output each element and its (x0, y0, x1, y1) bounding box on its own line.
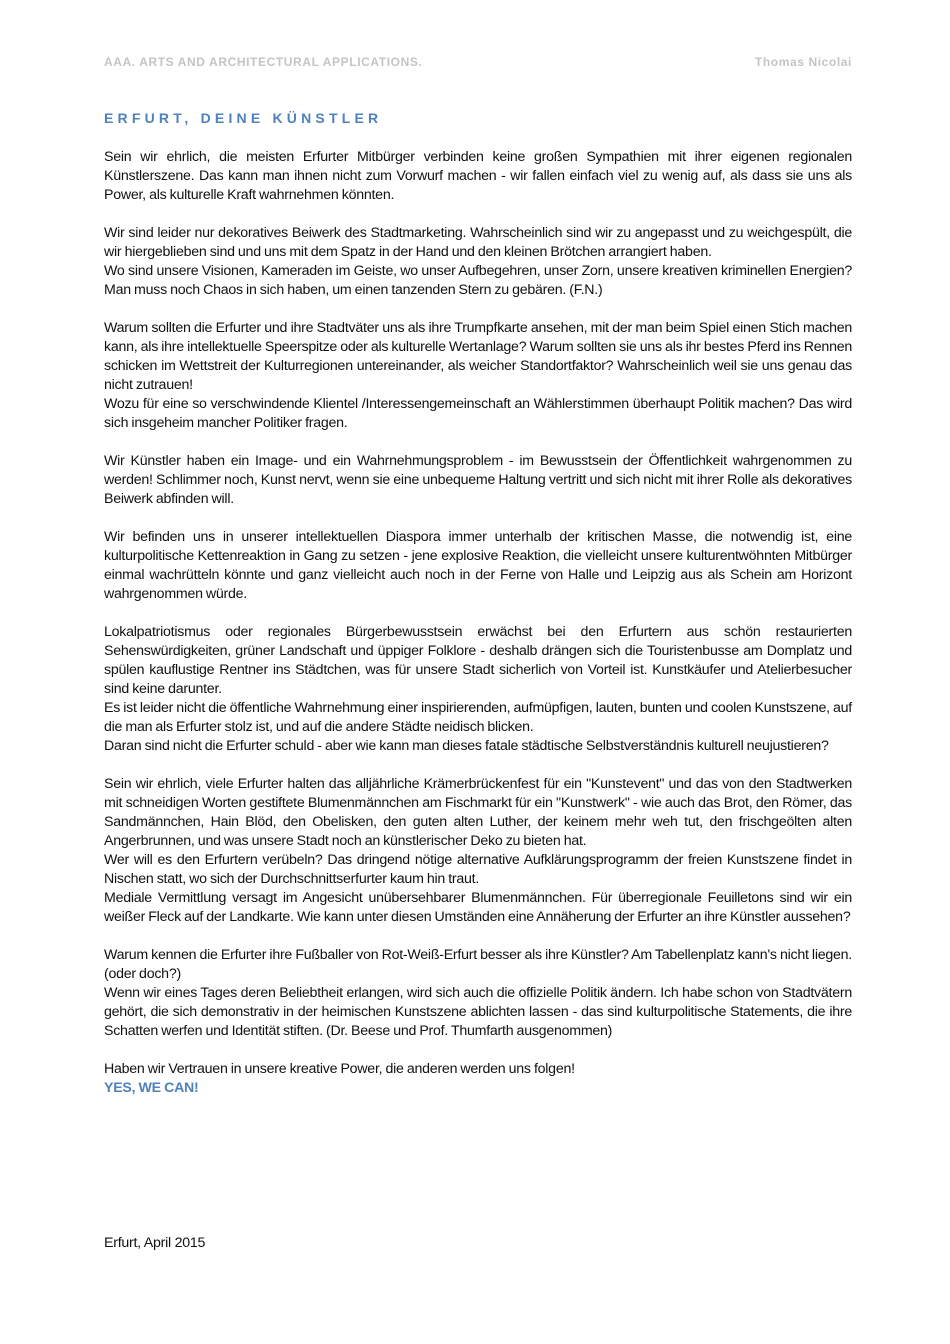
paragraph-line: Wir befinden uns in unserer intellektuellen Diaspora immer unterhalb der kritischen Masse, die notwendig ist, eine kulturpolitische Kettenreaktion in Gang zu setzen - jene explosive Reaktion, die vielleicht unsere kulturentwöhnten Mitbürger einmal wachrütteln könnte und ganz vielleicht auch noch in der Ferne von Halle und Leipzig aus als Schein am Horizont wahrgenommen würde. (104, 529, 852, 602)
paragraph-7 (104, 775, 852, 927)
paragraph-line: Es ist leider nicht die öffentliche Wahrnehmung einer inspirierenden, aufmüpfigen, lauten, bunten und coolen Kunstszene, auf die man als Erfurter stolz ist, und auf die andere Städte neidisch blicken. (104, 700, 852, 735)
paragraph-line: Wozu für eine so verschwindende Klientel /Interessengemeinschaft an Wählerstimmen überhaupt Politik machen? Das wird sich insgeheim mancher Politiker fragen. (104, 396, 852, 431)
paragraph-6 (104, 623, 852, 756)
paragraph-line: Wir Künstler haben ein Image- und ein Wahrnehmungsproblem - im Bewusstsein der Öffentlichkeit wahrgenommen zu werden! Schlimmer noch, Kunst nervt, wenn sie eine unbequeme Haltung vertritt und sich nicht mit ihrer Rolle als dekoratives Beiwerk abfinden will. (104, 453, 852, 507)
document-title: ERFURT, DEINE KÜNSTLER (104, 110, 383, 126)
paragraph-2 (104, 224, 852, 300)
paragraph-line: Wenn wir eines Tages deren Beliebtheit erlangen, wird sich auch die offizielle Politik ändern. Ich habe schon von Stadtvätern gehört, die sich demonstrativ in der heimischen Kunstszene ablichten lassen - das sind kulturpolitische Statements, die ihre Schatten werfen und Identität stiften. (Dr. Beese und Prof. Thumfarth ausgenommen) (104, 985, 852, 1039)
paragraph-9-closing (104, 1060, 852, 1098)
article-body (104, 148, 852, 1098)
paragraph-line: Haben wir Vertrauen in unsere kreative Power, die anderen werden uns folgen! (104, 1061, 575, 1077)
paragraph-line: Wo sind unsere Visionen, Kameraden im Geiste, wo unser Aufbegehren, unser Zorn, unsere kreativen kriminellen Energien? Man muss noch Chaos in sich haben, um einen tanzenden Stern zu gebären. (F.N.) (104, 263, 852, 298)
paragraph-4 (104, 452, 852, 509)
paragraph-line: Wir sind leider nur dekoratives Beiwerk des Stadtmarketing. Wahrscheinlich sind wir zu angepasst und zu weichgespült, die wir hiergeblieben sind und uns mit dem Spatz in der Hand und den kleinen Brötchen arrangiert haben. (104, 225, 852, 260)
paragraph-3 (104, 319, 852, 433)
header-author: Thomas Nicolai (754, 55, 852, 69)
paragraph-8 (104, 946, 852, 1041)
paragraph-1 (104, 148, 852, 205)
paragraph-line: Wer will es den Erfurtern verübeln? Das dringend nötige alternative Aufklärungsprogramm der freien Kunstszene findet in Nischen statt, wo sich der Durchschnittserfurter kaum hin traut. (104, 852, 852, 887)
paragraph-5 (104, 528, 852, 604)
slogan: YES, WE CAN! (104, 1080, 199, 1096)
paragraph-line: Warum sollten die Erfurter und ihre Stadtväter uns als ihre Trumpfkarte ansehen, mit der man beim Spiel einen Stich machen kann, als ihre intellektuelle Speerspitze oder als kulturelle Wertanlage? Warum sollten sie uns als ihr bestes Pferd ins Rennen schicken im Wettstreit der Kulturregionen untereinander, als weicher Standortfaktor? Wahrscheinlich weil sie uns genau das nicht zutrauen! (104, 320, 852, 393)
paragraph-line: Daran sind nicht die Erfurter schuld - aber wie kann man dieses fatale städtische Selbstverständnis kulturell neujustieren? (104, 738, 829, 754)
header-publication: AAA. ARTS AND ARCHITECTURAL APPLICATIONS. (104, 55, 423, 69)
signature-place-date: Erfurt, April 2015 (104, 1235, 206, 1251)
paragraph-line: Mediale Vermittlung versagt im Angesicht unübersehbarer Blumenmännchen. Für überregionale Feuilletons sind wir ein weißer Fleck auf der Landkarte. Wie kann unter diesen Umständen eine Annäherung der Erfurter an ihre Künstler aussehen? (104, 890, 852, 925)
paragraph-line: Warum kennen die Erfurter ihre Fußballer von Rot-Weiß-Erfurt besser als ihre Künstler? Am Tabellenplatz kann's nicht liegen. (oder doch?) (104, 947, 852, 982)
running-header (104, 55, 852, 69)
paragraph-line: Sein wir ehrlich, viele Erfurter halten das alljährliche Krämerbrückenfest für ein "Kunstevent" und das von den Stadtwerken mit schneidigen Worten gestiftete Blumenmännchen am Fischmarkt für ein "Kunstwerk" - wie auch das Brot, den Römer, das Sandmännchen, Hain Blöd, den Obelisken, den guten alten Luther, der keinem mehr weh tut, den frischgeölten alten Angerbrunnen, und was unsere Stadt noch an künstlerischer Deko zu bieten hat. (104, 776, 852, 849)
paragraph-line: Sein wir ehrlich, die meisten Erfurter Mitbürger verbinden keine großen Sympathien mit ihrer eigenen regionalen Künstlerszene. Das kann man ihnen nicht zum Vorwurf machen - wir fallen einfach viel zu wenig auf, als dass sie uns als Power, als kulturelle Kraft wahrnehmen könnten. (104, 149, 852, 203)
paragraph-line: Lokalpatriotismus oder regionales Bürgerbewusstsein erwächst bei den Erfurtern aus schön restaurierten Sehenswürdigkeiten, grüner Landschaft und üppiger Folklore - deshalb drängen sich die Touristenbusse am Domplatz und spülen kauflustige Rentner ins Städtchen, was für unsere Stadt sicherlich von Vorteil ist. Kunstkäufer und Atelierbesucher sind keine darunter. (104, 624, 852, 697)
